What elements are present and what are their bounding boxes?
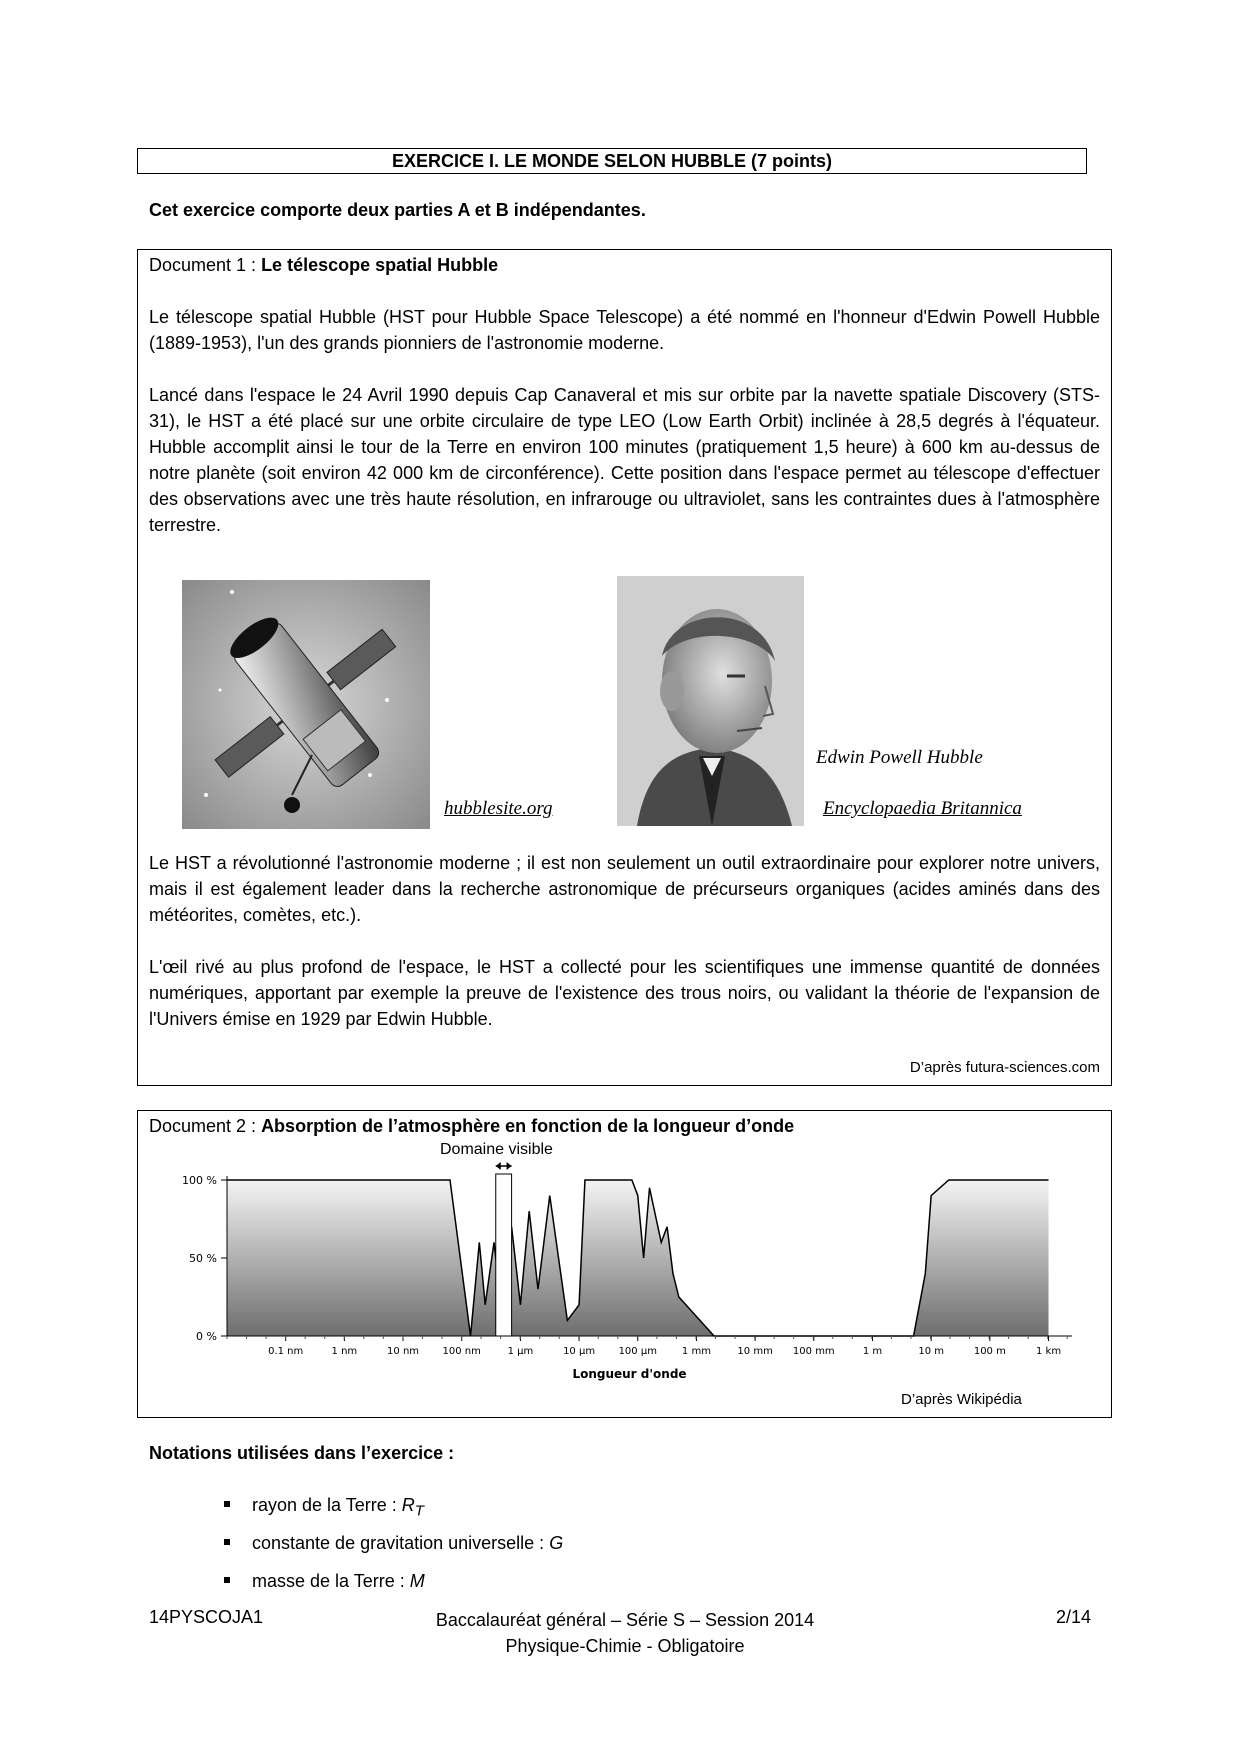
doc2-label: Document 2 : xyxy=(149,1116,262,1136)
edwin-hubble-portrait xyxy=(617,576,804,826)
y-tick-label: 0 % xyxy=(196,1330,217,1343)
notation-symbol: M xyxy=(409,1571,425,1591)
footer-line-2: Physique-Chimie - Obligatoire xyxy=(505,1636,745,1656)
doc1-paragraph-1: Le télescope spatial Hubble (HST pour Hubble Space Telescope) a été nommé en l'honneur d'Edwin Powell Hubble (1889-1953), l'un des grands pionniers de l'astronomie moderne. xyxy=(149,307,1100,353)
bullet-square-icon xyxy=(224,1577,230,1583)
doc1-paragraph-3: Le HST a révolutionné l'astronomie moderne ; il est non seulement un outil extraordinaire pour explorer notre univers, mais il est également leader dans la recherche astronomique de précurseurs organiques (acides aminés dans des météorites, comètes, etc.). xyxy=(149,853,1100,925)
x-tick-label: 100 nm xyxy=(442,1346,481,1357)
visible-domain-label: Domaine visible xyxy=(440,1141,553,1158)
doc1-paragraph-4: L'œil rivé au plus profond de l'espace, le HST a collecté pour les scientifiques une immense quantité de données numériques, apportant par exemple la preuve de l'existence des trous noirs, ou validant la théorie de l'expansion de l'Univers émise en 1929 par Edwin Hubble. xyxy=(149,957,1100,1029)
notations-title: Notations utilisées dans l’exercice : xyxy=(149,1443,455,1463)
arrow-right-icon xyxy=(507,1162,512,1170)
intro-text: Cet exercice comporte deux parties A et B indépendantes. xyxy=(149,200,646,220)
footer-line-1: Baccalauréat général – Série S – Session 2014 xyxy=(435,1610,815,1630)
x-tick-label: 100 m xyxy=(973,1346,1006,1357)
doc2-heading xyxy=(149,1113,1100,1139)
arrow-left-icon xyxy=(496,1162,501,1170)
doc1-heading xyxy=(149,252,1100,278)
y-tick-label: 100 % xyxy=(182,1174,217,1187)
hubble-telescope-image xyxy=(182,580,430,829)
x-axis-label: Longueur d'onde xyxy=(572,1367,687,1381)
notation-item: rayon de la Terre : $R_T$ xyxy=(224,1495,424,1520)
x-tick-label: 10 mm xyxy=(737,1346,773,1357)
doc1-title: Le télescope spatial Hubble xyxy=(261,255,499,275)
x-tick-label: 1 nm xyxy=(331,1346,358,1357)
notation-item: constante de gravitation universelle : G xyxy=(224,1533,563,1554)
x-tick-label: 0.1 nm xyxy=(268,1346,304,1357)
notation-item: masse de la Terre : M xyxy=(224,1571,425,1592)
footer-center xyxy=(395,1607,855,1659)
x-tick-label: 1 km xyxy=(1035,1346,1062,1357)
y-tick-label: 50 % xyxy=(189,1252,217,1265)
portrait-illustration xyxy=(617,576,804,826)
telescope-caption: hubblesite.org xyxy=(444,798,553,819)
x-tick-label: 1 m xyxy=(862,1346,883,1357)
x-tick-label: 1 µm xyxy=(507,1346,534,1357)
doc1-source: D’après futura-sciences.com xyxy=(909,1059,1100,1076)
doc2-source: D’après Wikipédia xyxy=(901,1391,1022,1408)
x-tick-label: 10 m xyxy=(918,1346,944,1357)
x-tick-label: 100 mm xyxy=(792,1346,835,1357)
footer-code: 14PYSCOJA1 xyxy=(149,1607,264,1627)
telescope-illustration xyxy=(182,580,430,829)
notation-symbol: R xyxy=(401,1495,415,1515)
doc1-paragraph-2: Lancé dans l'espace le 24 Avril 1990 depuis Cap Canaveral et mis sur orbite par la navette spatiale Discovery (STS-31), le HST a été placé sur une orbite circulaire de type LEO (Low Earth Orbit) inclinée à 28,5 degrés à l'équateur. Hubble accomplit ainsi le tour de la Terre en environ 100 minutes (pratiquement 1,5 heure) à 600 km au-dessus de notre planète (soit environ 42 000 km de circonférence). Cette position dans l'espace permet au télescope d'effectuer des observations avec une très haute résolution, en infrarouge ou ultraviolet, sans les contraintes dues à l'atmosphère terrestre. xyxy=(149,385,1100,535)
bullet-square-icon xyxy=(224,1539,230,1545)
x-tick-label: 10 nm xyxy=(387,1346,420,1357)
notation-symbol: G xyxy=(549,1533,564,1553)
x-tick-label: 10 µm xyxy=(563,1346,596,1357)
doc1-label: Document 1 : xyxy=(149,255,262,275)
absorption-chart xyxy=(137,1158,1112,1408)
notation-subscript: T xyxy=(414,1502,424,1520)
portrait-source-caption: Encyclopaedia Britannica xyxy=(823,798,1022,819)
footer-page-number: 2/14 xyxy=(1056,1607,1092,1627)
x-tick-label: 1 mm xyxy=(681,1346,711,1357)
exercise-title: EXERCICE I. LE MONDE SELON HUBBLE (7 points) xyxy=(137,148,1087,174)
x-tick-label: 100 µm xyxy=(618,1346,657,1357)
visible-domain-band xyxy=(496,1174,512,1336)
portrait-name-caption: Edwin Powell Hubble xyxy=(816,747,983,768)
doc2-title: Absorption de l’atmosphère en fonction de la longueur d’onde xyxy=(261,1116,795,1136)
bullet-square-icon xyxy=(224,1501,230,1507)
